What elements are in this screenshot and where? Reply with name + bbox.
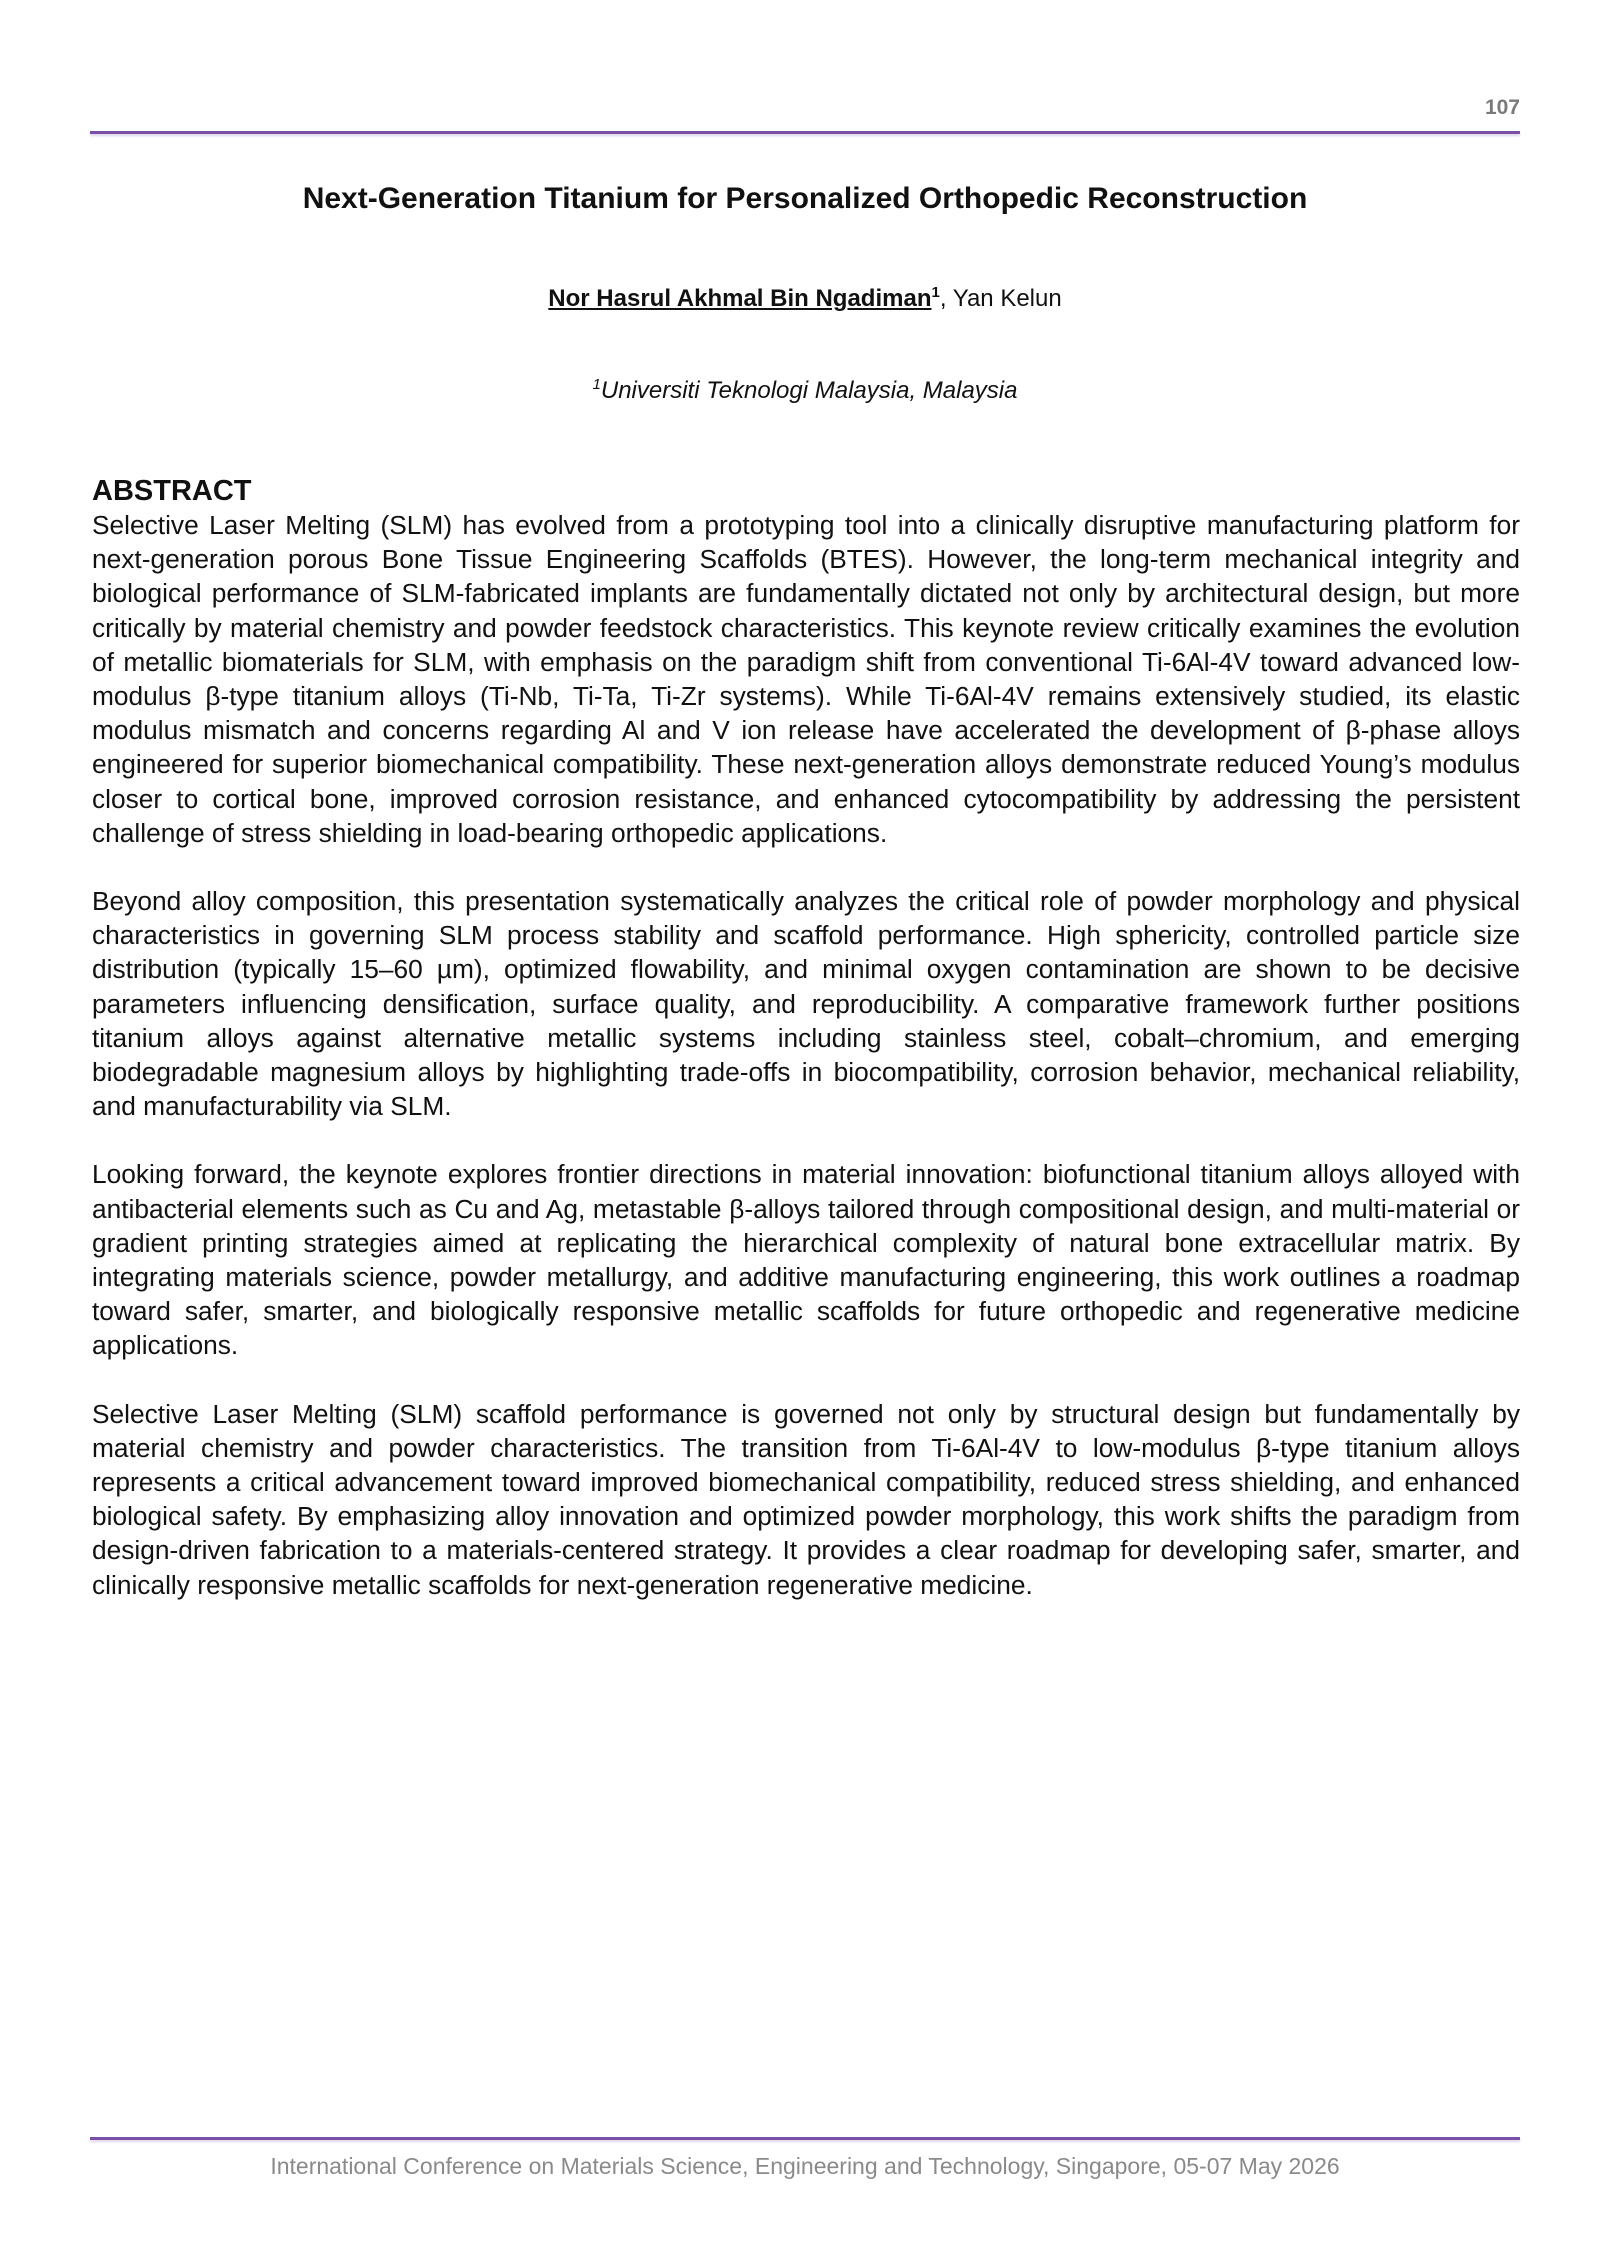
presenting-author: Nor Hasrul Akhmal Bin Ngadiman (548, 285, 932, 312)
co-authors: , Yan Kelun (939, 285, 1062, 312)
page-number: 107 (1484, 96, 1520, 119)
abstract-paragraph: Beyond alloy composition, this presentation systematically analyzes the critical role of powder morphology and physical characteristics in governing SLM process stability and scaffold performance. High sphericity, controlled particle size distribution (typically 15–60 µm), optimized flowability, and minimal oxygen contamination are shown to be decisive parameters influencing densification, surface quality, and reproducibility. A comparative framework further positions titanium alloys against alternative metallic systems including stainless steel, cobalt–chromium, and emerging biodegradable magnesium alloys by highlighting trade-offs in biocompatibility, corrosion behavior, mechanical reliability, and manufacturability via SLM. (92, 886, 1520, 1122)
author-line (90, 285, 1520, 313)
affiliation-text: Universiti Teknologi Malaysia, Malaysia (600, 377, 1018, 404)
affiliation (90, 377, 1520, 405)
affiliation-marker: 1 (592, 376, 601, 393)
abstract-paragraph: Selective Laser Melting (SLM) has evolved from a prototyping tool into a clinically disruptive manufacturing platform for next-generation porous Bone Tissue Engineering Scaffolds (BTES). However, the long-term mechanical integrity and biological performance of SLM-fabricated implants are fundamentally dictated not only by architectural design, but more critically by material chemistry and powder feedstock characteristics. This keynote review critically examines the evolution of metallic biomaterials for SLM, with emphasis on the paradigm shift from conventional Ti-6Al-4V toward advanced low-modulus β-type titanium alloys (Ti-Nb, Ti-Ta, Ti-Zr systems). While Ti-6Al-4V remains extensively studied, its elastic modulus mismatch and concerns regarding Al and V ion release have accelerated the development of β-phase alloys engineered for superior biomechanical compatibility. These next-generation alloys demonstrate reduced Young’s modulus closer to cortical bone, improved corrosion resistance, and enhanced cytocompatibility by addressing the persistent challenge of stress shielding in load-bearing orthopedic applications. (92, 510, 1520, 848)
abstract-heading: ABSTRACT (92, 475, 252, 507)
paper-title: Next-Generation Titanium for Personalized Orthopedic Reconstruction (302, 182, 1308, 215)
abstract-paragraph: Looking forward, the keynote explores frontier directions in material innovation: biofunctional titanium alloys alloyed with antibacterial elements such as Cu and Ag, metastable β-alloys tailored through compositional design, and multi-material or gradient printing strategies aimed at replicating the hierarchical complexity of natural bone extracellular matrix. By integrating materials science, powder metallurgy, and additive manufacturing engineering, this work outlines a roadmap toward safer, smarter, and biologically responsive metallic scaffolds for future orthopedic and regenerative medicine applications. (92, 1159, 1520, 1361)
abstract-section (92, 474, 1520, 1636)
conference-footer: International Conference on Materials Science, Engineering and Technology, Singapore, 05-07 May 2026 (270, 2153, 1340, 2179)
header-divider (90, 131, 1520, 134)
abstract-paragraph: Selective Laser Melting (SLM) scaffold performance is governed not only by structural design but fundamentally by material chemistry and powder characteristics. The transition from Ti-6Al-4V to low-modulus β-type titanium alloys represents a critical advancement toward improved biomechanical compatibility, reduced stress shielding, and enhanced biological safety. By emphasizing alloy innovation and optimized powder morphology, this work shifts the paradigm from design-driven fabrication to a materials-centered strategy. It provides a clear roadmap for developing safer, smarter, and clinically responsive metallic scaffolds for next-generation regenerative medicine. (92, 1398, 1520, 1600)
author-affiliation-marker: 1 (931, 284, 940, 301)
footer-divider (90, 2137, 1520, 2140)
